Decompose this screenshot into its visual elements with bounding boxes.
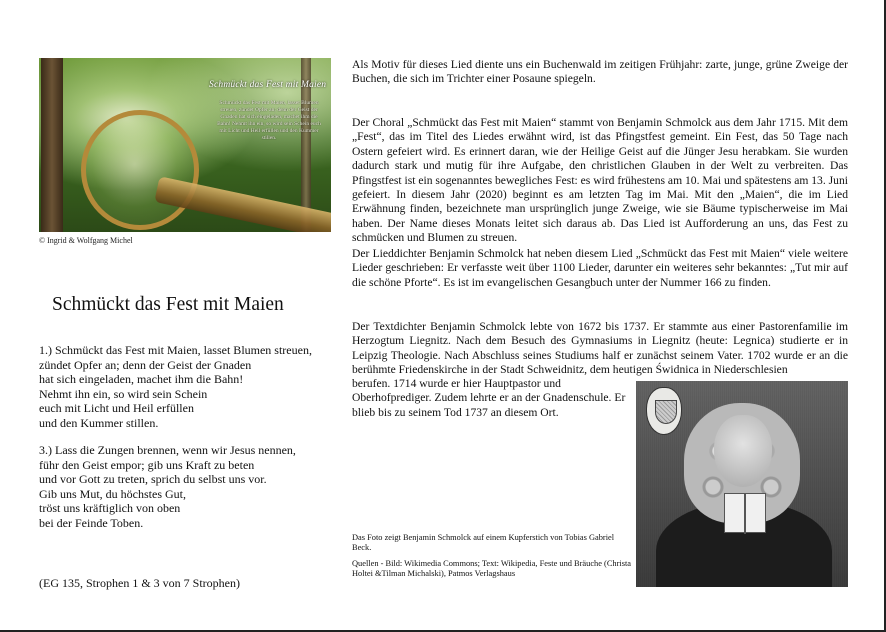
hymn-reference: (EG 135, Strophen 1 & 3 von 7 Strophen) [39, 576, 240, 590]
song-title: Schmückt das Fest mit Maien [52, 294, 284, 315]
verse-3 [39, 443, 296, 531]
portrait-caption: Das Foto zeigt Benjamin Schmolck auf einem Kupferstich von Tobias Gabriel Beck. [352, 533, 615, 552]
verse-line: Nehmt ihn ein, so wird sein Schein [39, 386, 208, 401]
verse-line: hat sich eingeladen, machet ihm die Bahn! [39, 372, 244, 387]
photo-credit: © Ingrid & Wolfgang Michel [39, 236, 133, 245]
verse-line: und den Kummer stillen. [39, 415, 159, 430]
article-paragraph-chorale: Der Choral „Schmückt das Fest mit Maien“ stammt von Benjamin Schmolck aus dem Jahr 1715. Mit dem „Fest“, das im Titel des Liedes erwähnt wird, ist das Pfingstfest gemeint. Ein Fest, das 50 Tage nach Ostern gefeiert wird. Es erinnert daran, wie der Heilige Geist auf die Jünger Jesu herabkam. Sie wurden dadurch stark und mutig für ihre Aufgabe, den christlichen Glauben in der Welt zu verbreiten. Das Pfingstfest ist ein sogenanntes bewegliches Fest: es wird frühestens am 10. Mai und spätestens am 13. Juni gefeiert. In diesem Jahr (2020) beginnt es am letzten Tag im Mai. Mit den „Maien“, die im Lied Erwähnung finden, bezeichnete man ursprünglich junge Zweige, wie sie Bäume typischerweise im Mai haben. Der Name dieses Monats leitet sich daraus ab. Das Lied ist Aufforderung an uns, das Fest zu schmücken und Blumen zu streuen. [352, 116, 848, 245]
photo-overlay-text: Schmückt das Fest mit Maien, lasset Blumen streuen, zündet Opfer an; denn der Geist der Gnaden hat sich eingeladen, machet ihm die Bahn! Nehmt ihn ein, so wird sein Schein euch mit Licht und Heil erfüllen und den Kummer stillen. [217, 100, 321, 141]
verse-line: 3.) Lass die Zungen brennen, wenn wir Jesus nennen, [39, 443, 296, 457]
verse-line: euch mit Licht und Heil erfüllen [39, 401, 194, 416]
tree-trunk [41, 58, 63, 232]
portrait-collar [724, 493, 766, 533]
coat-of-arms-icon [646, 387, 682, 435]
trombone-bell [81, 110, 199, 230]
trombone-forest-photo [39, 58, 331, 232]
sources-note: Quellen - Bild: Wikimedia Commons; Text: Wikipedia, Feste und Bräuche (Christa Holtei &Tilman Michalski), Patmos Verlagshaus [352, 559, 632, 578]
verse-line: und vor Gott zu treten, sprich du selbst uns vor. [39, 472, 267, 487]
article-paragraph-poet: Der Lieddichter Benjamin Schmolck hat neben diesem Lied „Schmückt das Fest mit Maien“ viele weitere Lieder geschrieben: Er verfasste weit über 1100 Lieder, darunter ein weiteres sehr bekanntes: „Tut mir auf die schöne Pforte“. Es ist im evangelischen Gesangbuch unter der Nummer 166 zu finden. [352, 247, 848, 289]
article-paragraph-biography-cont: berufen. 1714 wurde er hier Hauptpastor und Oberhofprediger. Zudem lehrte er an der Gnadenschule. Er blieb bis zu seinem Tod 1737 an diesem Ort. [352, 377, 626, 419]
verse-line: 1.) Schmückt das Fest mit Maien, lasset Blumen streuen, [39, 343, 312, 357]
verse-line: führ den Geist empor; gib uns Kraft zu beten [39, 457, 255, 472]
article-paragraph-motif: Als Motiv für dieses Lied diente uns ein Buchenwald im zeitigen Frühjahr: zarte, junge, grüne Zweige der Buchen, die sich im Trichter einer Posaune spiegeln. [352, 58, 848, 86]
portrait-face [714, 415, 772, 487]
article-paragraph-biography: Der Textdichter Benjamin Schmolck lebte von 1672 bis 1737. Er stammte aus einer Pastorenfamilie im Herzogtum Liegnitz. Nach dem Besuch des Gymnasiums in Liegnitz (heute: Legnica) studierte er in Leipzig Theologie. Nach Abschluss seines Studiums half er zunächst seinem Vater. 1702 wurde er an die berühmte Friedenskirche in der Stadt Schweidnitz, dem heutigen Świdnica in Niederschlesien [352, 320, 848, 377]
verse-line: tröst uns kräftiglich von oben [39, 501, 181, 516]
verse-1 [39, 343, 312, 431]
verse-line: Gib uns Mut, du höchstes Gut, [39, 486, 186, 501]
photo-overlay-title: Schmückt das Fest mit Maien [209, 80, 327, 90]
verse-line: zündet Opfer an; denn der Geist der Gnaden [39, 357, 252, 372]
verse-line: bei der Feinde Toben. [39, 515, 144, 530]
schmolck-portrait-engraving [636, 381, 848, 587]
